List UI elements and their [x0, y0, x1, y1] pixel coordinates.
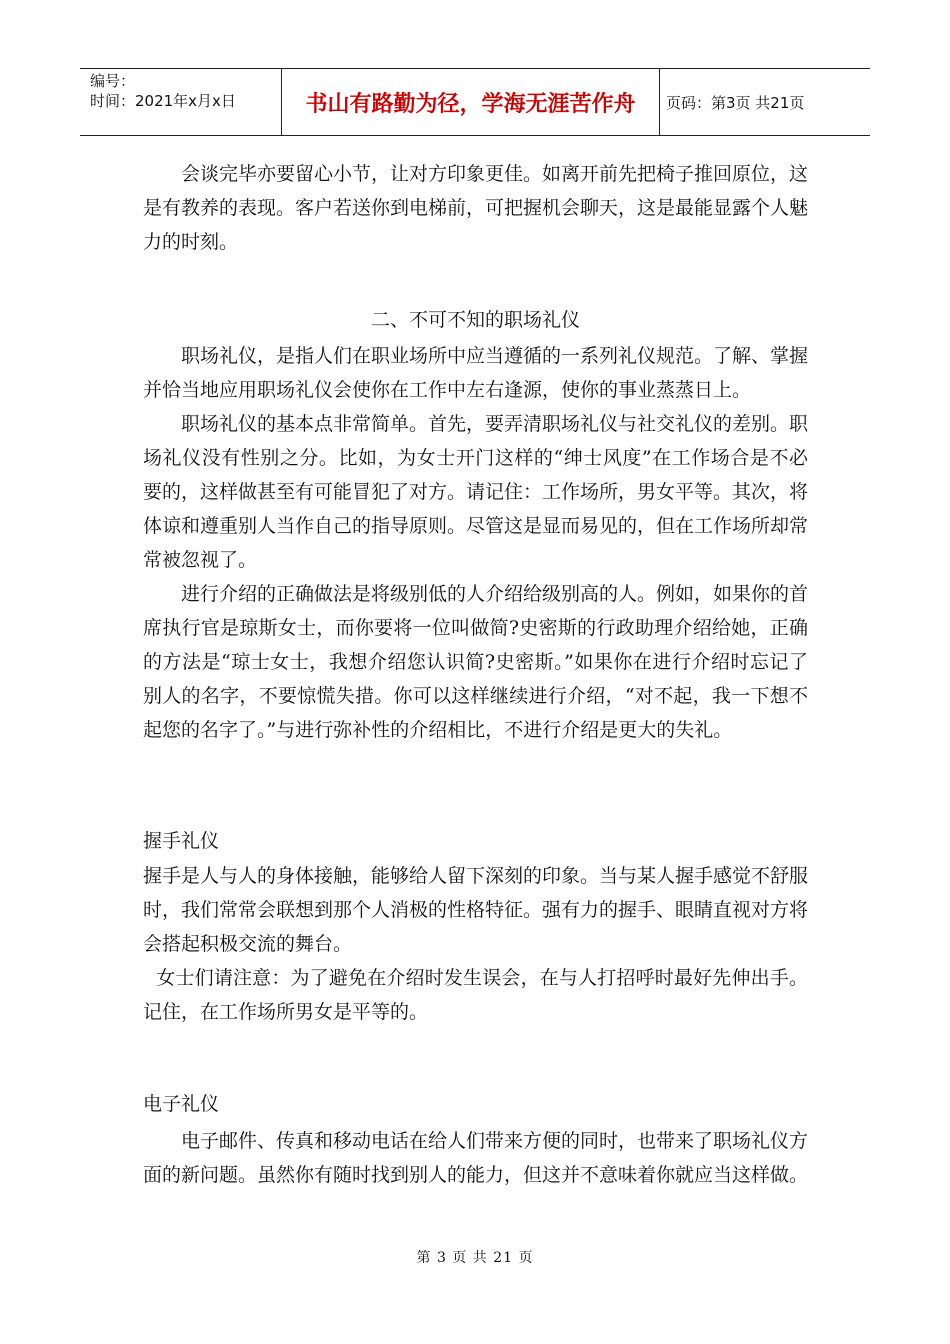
section2-paragraph-1: 职场礼仪，是指人们在职业场所中应当遵循的一系列礼仪规范。了解、掌握并恰当地应用职场礼仪会使你在工作中左右逢源，使你的事业蒸蒸日上。 — [143, 345, 809, 401]
header-meta-cell — [80, 69, 282, 135]
section2-paragraph-3: 进行介绍的正确做法是将级别低的人介绍给级别高的人。例如，如果你的首席执行官是琼斯女士，而你要将一位叫做简?史密斯的行政助理介绍给她，正确的方法是“琼士女士，我想介绍您认识简?史密斯。”如果你在进行介绍时忘记了别人的名字，不要惊慌失措。你可以这样继续进行介绍，“对不起，我一下想不起您的名字了。”与进行弥补性的介绍相比，不进行介绍是更大的失礼。 — [143, 583, 809, 741]
header-table — [80, 68, 870, 136]
handshake-paragraph-1: 握手是人与人的身体接触，能够给人留下深刻的印象。当与某人握手感觉不舒服时，我们常常会联想到那个人消极的性格特征。强有力的握手、眼睛直视对方将会搭起积极交流的舞台。 — [143, 865, 809, 955]
number-label: 编号： — [90, 72, 136, 90]
electronic-body — [143, 1124, 808, 1192]
header-motto: 书山有路勤为径，学海无涯苦作舟 — [282, 69, 660, 135]
intro-block — [143, 157, 808, 259]
electronic-paragraph: 电子邮件、传真和移动电话在给人们带来方便的同时，也带来了职场礼仪方面的新问题。虽然你有随时找到别人的能力，但这并不意味着你就应当这样做。 — [143, 1130, 809, 1186]
section-title: 二、不可不知的职场礼仪 — [370, 309, 580, 331]
handshake-paragraph-2: 女士们请注意：为了避免在介绍时发生误会，在与人打招呼时最好先伸出手。记住，在工作场所男女是平等的。 — [143, 967, 808, 1023]
intro-paragraph: 会谈完毕亦要留心小节，让对方印象更佳。如离开前先把椅子推回原位，这是有教养的表现。客户若送你到电梯前，可把握机会聊天，这是最能显露个人魅力的时刻。 — [143, 163, 809, 253]
electronic-heading: 电子礼仪 — [143, 1093, 220, 1115]
section2-paragraph-2: 职场礼仪的基本点非常简单。首先，要弄清职场礼仪与社交礼仪的差别。职场礼仪没有性别之分。比如，为女士开门这样的“绅士风度”在工作场合是不必要的，这样做甚至有可能冒犯了对方。请记住：工作场所，男女平等。其次，将体谅和遵重别人当作自己的指导原则。尽管这是显而易见的，但在工作场所却常常被忽视了。 — [143, 413, 809, 571]
page-footer: 第 3 页 共 21 页 — [416, 1250, 534, 1266]
time-label: 时间：2021年x月x日 — [90, 92, 236, 110]
handshake-body — [143, 859, 808, 1029]
section2-body — [143, 339, 808, 747]
header-page-label: 页码：第3页 共21页 — [666, 93, 805, 112]
handshake-heading: 握手礼仪 — [143, 830, 220, 852]
